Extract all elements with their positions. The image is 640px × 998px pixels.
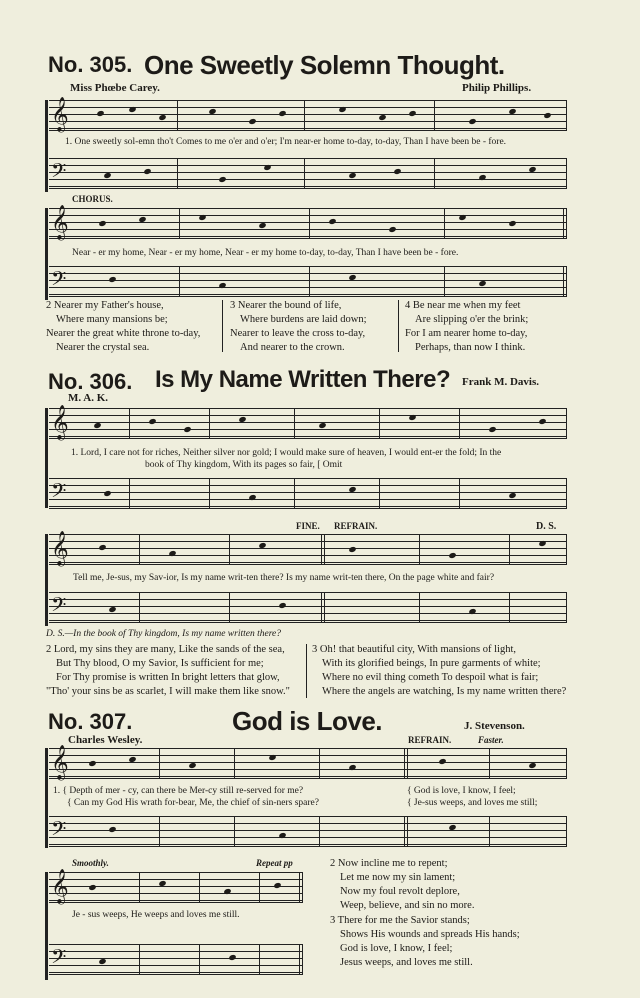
treble-staff xyxy=(49,205,567,240)
music-system xyxy=(45,96,570,196)
hymn-number: No. 305. xyxy=(48,52,133,77)
author: Charles Wesley. xyxy=(68,734,143,746)
tempo-label: Faster. xyxy=(478,735,504,745)
divider xyxy=(398,300,399,352)
repeat-label: Repeat pp xyxy=(256,858,293,868)
hymn-title: God is Love. xyxy=(232,706,383,736)
treble-clef-icon: 𝄞 xyxy=(51,869,69,904)
verse-3: 3 Nearer the bound of life, Where burdens are laid down; Nearer to leave the cross to-day, And nearer to the crown. xyxy=(230,300,367,353)
bass-staff xyxy=(49,266,567,297)
bass-clef-icon: 𝄢 xyxy=(51,267,67,295)
ds-instruction: D. S.—In the book of Thy kingdom, Is my name written there? xyxy=(46,629,281,639)
lyric-line: Near - er my home, Near - er my home, Near - er my home to-day, to-day, Than I have been be - fore. xyxy=(72,248,459,258)
divider xyxy=(306,644,307,698)
hymn-number: No. 306. xyxy=(48,369,133,394)
treble-staff xyxy=(49,869,303,904)
hymn-title: One Sweetly Solemn Thought. xyxy=(144,50,505,80)
verse-4: 4 Be near me when my feet Are slipping o'er the brink; For I am nearer home to-day, Perhaps, than now I think. xyxy=(405,300,529,353)
music-system xyxy=(45,744,570,854)
bass-clef-icon: 𝄢 xyxy=(51,945,67,973)
lyric-line: { Can my God His wrath for-bear, Me, the chief of sin-ners spare? xyxy=(67,798,319,808)
author: Miss Phœbe Carey. xyxy=(70,82,160,94)
treble-clef-icon: 𝄞 xyxy=(51,405,69,440)
fine-label: FINE. xyxy=(296,521,320,531)
hymn-title: Is My Name Written There? xyxy=(155,366,451,393)
treble-clef-icon: 𝄞 xyxy=(51,531,69,566)
bass-clef-icon: 𝄢 xyxy=(51,593,67,621)
lyric-line: { Je-sus weeps, and loves me still; xyxy=(407,798,538,808)
ds-label: D. S. xyxy=(536,521,557,532)
bass-staff xyxy=(49,944,303,975)
refrain-label: REFRAIN. xyxy=(408,735,452,745)
bass-staff xyxy=(49,158,567,189)
treble-clef-icon: 𝄞 xyxy=(51,745,69,780)
verse-3: 3 Oh! that beautiful city, With mansions of light, With its glorified beings, In pure garments of white; Where no evil thing cometh To despoil what is fair; Where the angels are watching, Is my name written there? xyxy=(312,644,567,697)
verse-2: 2 Now incline me to repent; Let me now my sin lament; Now my foul revolt deplore, Weep, believe, and sin no more. xyxy=(330,858,475,911)
hymn-number: No. 307. xyxy=(48,709,133,734)
treble-staff xyxy=(49,97,567,132)
lyric-line: 1. One sweetly sol-emn tho't Comes to me o'er and o'er; I'm near-er home to-day, to-day, Than I have been be - fore. xyxy=(65,137,507,147)
author: M. A. K. xyxy=(68,392,109,404)
lyric-line: Je - sus weeps, He weeps and loves me still. xyxy=(72,910,240,920)
verse-2: 2 Lord, my sins they are many, Like the sands of the sea, But Thy blood, O my Savior, Is sufficient for me; For Thy promise is written In bright letters that glow, "Tho' your sins be as scarlet, I will make them like snow." xyxy=(46,644,290,697)
verse-3: 3 There for me the Savior stands; Shows His wounds and spreads His hands; God is love, I know, I feel; Jesus weeps, and loves me still. xyxy=(330,915,520,968)
lyric-line: 1. { Depth of mer - cy, can there be Mer-cy still re-served for me? xyxy=(53,786,304,796)
music-system xyxy=(45,204,570,304)
verse-2: 2 Nearer my Father's house, Where many mansions be; Nearer the great white throne to-day, Nearer the crystal sea. xyxy=(46,300,201,353)
treble-staff xyxy=(49,405,567,440)
divider xyxy=(222,300,223,352)
composer: J. Stevenson. xyxy=(464,720,525,732)
chorus-label: CHORUS. xyxy=(72,194,113,204)
lyric-line: { God is love, I know, I feel; xyxy=(407,786,516,796)
bass-clef-icon: 𝄢 xyxy=(51,479,67,507)
lyric-line: Tell me, Je-sus, my Sav-ior, Is my name writ-ten there? Is my name writ-ten there, On the page white and fair? xyxy=(73,573,495,583)
treble-clef-icon: 𝄞 xyxy=(51,97,69,132)
lyric-line: book of Thy kingdom, With its pages so fair, [ Omit xyxy=(145,460,343,470)
treble-clef-icon: 𝄞 xyxy=(51,205,69,240)
bass-clef-icon: 𝄢 xyxy=(51,159,67,187)
music-system xyxy=(45,530,570,630)
tempo-label: Smoothly. xyxy=(72,858,109,868)
composer: Philip Phillips. xyxy=(462,82,532,94)
music-system xyxy=(45,404,570,514)
bass-clef-icon: 𝄢 xyxy=(51,817,67,845)
music-system xyxy=(45,868,307,988)
bass-staff xyxy=(49,816,567,847)
bass-staff xyxy=(49,478,567,509)
treble-staff xyxy=(49,531,567,566)
refrain-label: REFRAIN. xyxy=(334,521,378,531)
lyric-line: 1. Lord, I care not for riches, Neither silver nor gold; I would make sure of heaven, I would ent-er the fold; In the xyxy=(71,448,502,458)
bass-staff xyxy=(49,592,567,623)
treble-staff xyxy=(49,745,567,780)
composer: Frank M. Davis. xyxy=(462,376,539,388)
